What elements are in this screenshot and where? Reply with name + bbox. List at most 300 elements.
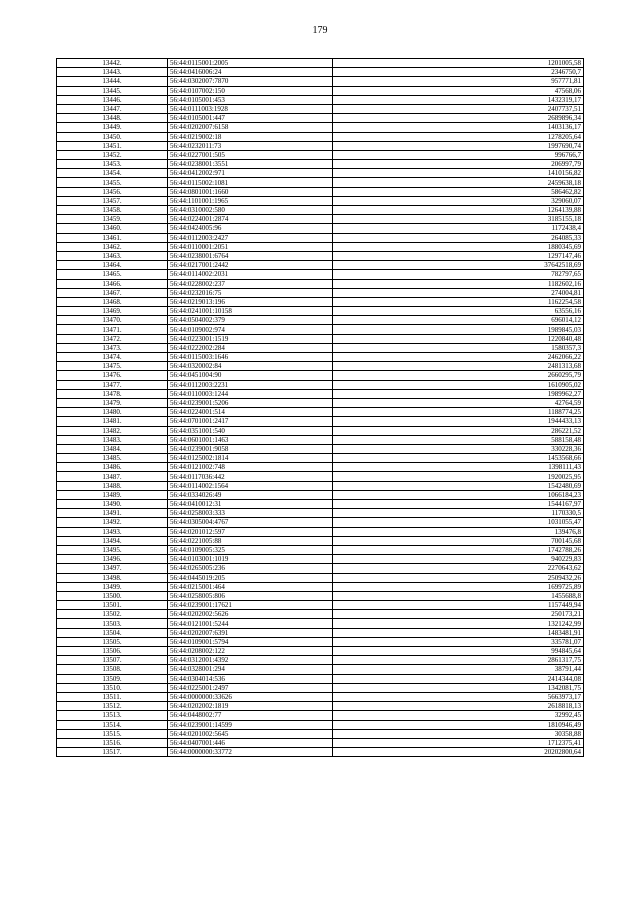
cadastral-value-cell: 1403136,17	[333, 123, 584, 132]
cadastral-number-cell: 56:44:0228002:237	[168, 279, 333, 288]
row-number-cell: 13502.	[57, 610, 168, 619]
table-row	[57, 748, 584, 757]
cadastral-number-cell: 56:44:0223001:1519	[168, 334, 333, 343]
cadastral-number-cell: 56:44:0258005:806	[168, 591, 333, 600]
row-number-cell: 13505.	[57, 637, 168, 646]
row-number-cell: 13445.	[57, 86, 168, 95]
row-number-cell: 13454.	[57, 169, 168, 178]
table-row	[57, 353, 584, 362]
row-number-cell: 13457.	[57, 196, 168, 205]
row-number-cell: 13504.	[57, 628, 168, 637]
table-row	[57, 628, 584, 637]
cadastral-value-cell: 3185155,18	[333, 215, 584, 224]
cadastral-value-cell: 696014,12	[333, 316, 584, 325]
table-row	[57, 738, 584, 747]
table-row	[57, 86, 584, 95]
cadastral-number-cell: 56:44:0265005:236	[168, 564, 333, 573]
row-number-cell: 13458.	[57, 206, 168, 215]
cadastral-number-cell: 56:44:0258003:333	[168, 509, 333, 518]
row-number-cell: 13498.	[57, 573, 168, 582]
cadastral-number-cell: 56:44:0224001:2874	[168, 215, 333, 224]
table-row	[57, 398, 584, 407]
cadastral-number-cell: 56:44:0448002:77	[168, 711, 333, 720]
row-number-cell: 13463.	[57, 251, 168, 260]
cadastral-value-cell: 2346750,7	[333, 68, 584, 77]
cadastral-number-cell: 56:44:0103001:1019	[168, 555, 333, 564]
row-number-cell: 13446.	[57, 95, 168, 104]
table-row	[57, 619, 584, 628]
cadastral-number-cell: 56:44:0238001:6764	[168, 251, 333, 260]
table-row	[57, 251, 584, 260]
table-row	[57, 334, 584, 343]
row-number-cell: 13450.	[57, 132, 168, 141]
cadastral-value-cell: 2462066,22	[333, 353, 584, 362]
cadastral-value-cell: 2618818,13	[333, 702, 584, 711]
cadastral-value-cell: 1997690,74	[333, 141, 584, 150]
table-row	[57, 316, 584, 325]
cadastral-value-cell: 1342081,75	[333, 683, 584, 692]
cadastral-number-cell: 56:44:0110003:1244	[168, 389, 333, 398]
table-row	[57, 527, 584, 536]
table-row	[57, 444, 584, 453]
cadastral-value-cell: 2509432,26	[333, 573, 584, 582]
table-row	[57, 141, 584, 150]
row-number-cell: 13462.	[57, 242, 168, 251]
cadastral-number-cell: 56:44:0201002:5645	[168, 729, 333, 738]
row-number-cell: 13510.	[57, 683, 168, 692]
cadastral-number-cell: 56:44:0115001:2005	[168, 59, 333, 68]
row-number-cell: 13479.	[57, 398, 168, 407]
row-number-cell: 13461.	[57, 233, 168, 242]
cadastral-value-cell: 47568,06	[333, 86, 584, 95]
cadastral-number-cell: 56:44:0217001:2442	[168, 261, 333, 270]
cadastral-number-cell: 56:44:0112003:2427	[168, 233, 333, 242]
table-row	[57, 463, 584, 472]
cadastral-value-cell: 335781,07	[333, 637, 584, 646]
row-number-cell: 13487.	[57, 472, 168, 481]
cadastral-number-cell: 56:44:0310002:580	[168, 206, 333, 215]
cadastral-number-cell: 56:44:0125002:1814	[168, 454, 333, 463]
cadastral-value-cell: 1188774,25	[333, 408, 584, 417]
cadastral-number-cell: 56:44:0239001:5206	[168, 398, 333, 407]
cadastral-value-cell: 42764,59	[333, 398, 584, 407]
table-row	[57, 656, 584, 665]
row-number-cell: 13483.	[57, 435, 168, 444]
cadastral-value-cell: 1989845,03	[333, 325, 584, 334]
cadastral-number-cell: 56:44:0201012:597	[168, 527, 333, 536]
cadastral-number-cell: 56:44:0202007:6391	[168, 628, 333, 637]
cadastral-value-cell: 586462,82	[333, 187, 584, 196]
row-number-cell: 13511.	[57, 692, 168, 701]
row-number-cell: 13484.	[57, 444, 168, 453]
cadastral-value-cell: 38791,44	[333, 665, 584, 674]
cadastral-value-cell: 1712375,41	[333, 738, 584, 747]
row-number-cell: 13507.	[57, 656, 168, 665]
table-row	[57, 582, 584, 591]
table-row	[57, 408, 584, 417]
cadastral-number-cell: 56:44:0222002:284	[168, 343, 333, 352]
row-number-cell: 13473.	[57, 343, 168, 352]
row-number-cell: 13467.	[57, 288, 168, 297]
cadastral-value-cell: 1278205,64	[333, 132, 584, 141]
table-row	[57, 150, 584, 159]
cadastral-value-cell: 1610905,02	[333, 380, 584, 389]
row-number-cell: 13470.	[57, 316, 168, 325]
table-row	[57, 435, 584, 444]
table-row	[57, 472, 584, 481]
cadastral-number-cell: 56:44:0239001:9058	[168, 444, 333, 453]
cadastral-number-cell: 56:44:0410012:31	[168, 500, 333, 509]
cadastral-value-cell: 2861317,75	[333, 656, 584, 665]
cadastral-number-cell: 56:44:0202002:5626	[168, 610, 333, 619]
row-number-cell: 13469.	[57, 307, 168, 316]
row-number-cell: 13485.	[57, 454, 168, 463]
row-number-cell: 13496.	[57, 555, 168, 564]
table-row	[57, 160, 584, 169]
cadastral-value-cell: 1920025,95	[333, 472, 584, 481]
cadastral-value-cell: 1297147,46	[333, 251, 584, 260]
cadastral-number-cell: 56:44:0801001:1660	[168, 187, 333, 196]
table-row	[57, 371, 584, 380]
row-number-cell: 13497.	[57, 564, 168, 573]
cadastral-value-cell: 1699725,89	[333, 582, 584, 591]
table-row	[57, 206, 584, 215]
cadastral-number-cell: 56:44:0305004:4767	[168, 518, 333, 527]
cadastral-number-cell: 56:44:0328001:294	[168, 665, 333, 674]
cadastral-number-cell: 56:44:0114002:1564	[168, 481, 333, 490]
row-number-cell: 13472.	[57, 334, 168, 343]
cadastral-value-cell: 1398111,43	[333, 463, 584, 472]
table-row	[57, 711, 584, 720]
table-row	[57, 545, 584, 554]
cadastral-value-cell: 1201005,58	[333, 59, 584, 68]
cadastral-number-cell: 56:44:0202002:1819	[168, 702, 333, 711]
cadastral-number-cell: 56:44:0304014:536	[168, 674, 333, 683]
cadastral-value-cell: 2407737,51	[333, 104, 584, 113]
row-number-cell: 13452.	[57, 150, 168, 159]
table-row	[57, 683, 584, 692]
cadastral-value-cell: 274004,81	[333, 288, 584, 297]
cadastral-number-cell: 56:44:0412002:971	[168, 169, 333, 178]
table-row	[57, 702, 584, 711]
table-row	[57, 454, 584, 463]
cadastral-value-cell: 206997,79	[333, 160, 584, 169]
table-row	[57, 380, 584, 389]
cadastral-number-cell: 56:44:0112003:2231	[168, 380, 333, 389]
table-row	[57, 637, 584, 646]
cadastral-value-cell: 1172438,4	[333, 224, 584, 233]
table-row	[57, 362, 584, 371]
cadastral-number-cell: 56:44:0215001:464	[168, 582, 333, 591]
row-number-cell: 13456.	[57, 187, 168, 196]
row-number-cell: 13459.	[57, 215, 168, 224]
row-number-cell: 13491.	[57, 509, 168, 518]
cadastral-number-cell: 56:44:0239001:14599	[168, 720, 333, 729]
cadastral-number-cell: 56:44:0504002:379	[168, 316, 333, 325]
table-row	[57, 114, 584, 123]
cadastral-number-cell: 56:44:0109002:974	[168, 325, 333, 334]
table-row	[57, 555, 584, 564]
cadastral-number-cell: 56:44:0121001:5244	[168, 619, 333, 628]
row-number-cell: 13508.	[57, 665, 168, 674]
row-number-cell: 13495.	[57, 545, 168, 554]
row-number-cell: 13490.	[57, 500, 168, 509]
row-number-cell: 13442.	[57, 59, 168, 68]
cadastral-value-cell: 700145,68	[333, 536, 584, 545]
cadastral-value-cell: 30358,88	[333, 729, 584, 738]
cadastral-value-cell: 2414344,08	[333, 674, 584, 683]
table-row	[57, 59, 584, 68]
cadastral-number-cell: 56:44:0110001:2051	[168, 242, 333, 251]
row-number-cell: 13488.	[57, 481, 168, 490]
table-row	[57, 591, 584, 600]
table-row	[57, 536, 584, 545]
cadastral-value-cell: 5663973,17	[333, 692, 584, 701]
cadastral-value-cell: 1453568,66	[333, 454, 584, 463]
cadastral-number-cell: 56:44:0208002:122	[168, 647, 333, 656]
table-row	[57, 196, 584, 205]
cadastral-number-cell: 56:44:0601001:1463	[168, 435, 333, 444]
table-row	[57, 95, 584, 104]
cadastral-value-cell: 1483481,91	[333, 628, 584, 637]
table-row	[57, 297, 584, 306]
row-number-cell: 13501.	[57, 601, 168, 610]
cadastral-number-cell: 56:44:0232011:73	[168, 141, 333, 150]
cadastral-value-cell: 1031055,47	[333, 518, 584, 527]
row-number-cell: 13464.	[57, 261, 168, 270]
row-number-cell: 13486.	[57, 463, 168, 472]
cadastral-value-cell: 250173,21	[333, 610, 584, 619]
cadastral-number-cell: 56:44:0219013:196	[168, 297, 333, 306]
cadastral-value-cell: 940229,83	[333, 555, 584, 564]
row-number-cell: 13447.	[57, 104, 168, 113]
row-number-cell: 13509.	[57, 674, 168, 683]
cadastral-value-cell: 2459638,18	[333, 178, 584, 187]
row-number-cell: 13500.	[57, 591, 168, 600]
table-row	[57, 692, 584, 701]
cadastral-number-cell: 56:44:0351001:540	[168, 426, 333, 435]
cadastral-value-cell: 1162254,58	[333, 297, 584, 306]
row-number-cell: 13499.	[57, 582, 168, 591]
cadastral-number-cell: 56:44:0117036:442	[168, 472, 333, 481]
cadastral-number-cell: 56:44:0202007:6158	[168, 123, 333, 132]
cadastral-value-cell: 329060,07	[333, 196, 584, 205]
cadastral-value-cell: 1157449,94	[333, 601, 584, 610]
cadastral-number-cell: 56:44:0424005:96	[168, 224, 333, 233]
cadastral-number-cell: 56:44:0109005:325	[168, 545, 333, 554]
cadastral-number-cell: 56:44:0312001:4392	[168, 656, 333, 665]
cadastral-number-cell: 56:44:0241001:10158	[168, 307, 333, 316]
table-row	[57, 610, 584, 619]
table-row	[57, 647, 584, 656]
row-number-cell: 13482.	[57, 426, 168, 435]
cadastral-number-cell: 56:44:0109001:5794	[168, 637, 333, 646]
cadastral-value-cell: 1066184,23	[333, 490, 584, 499]
cadastral-value-cell: 1410156,82	[333, 169, 584, 178]
row-number-cell: 13503.	[57, 619, 168, 628]
cadastral-value-cell: 286221,52	[333, 426, 584, 435]
cadastral-value-cell: 1989962,27	[333, 389, 584, 398]
row-number-cell: 13466.	[57, 279, 168, 288]
table-row	[57, 674, 584, 683]
cadastral-value-cell: 1544167,97	[333, 500, 584, 509]
row-number-cell: 13513.	[57, 711, 168, 720]
row-number-cell: 13478.	[57, 389, 168, 398]
cadastral-number-cell: 56:44:0416006:24	[168, 68, 333, 77]
cadastral-value-cell: 264085,33	[333, 233, 584, 242]
row-number-cell: 13506.	[57, 647, 168, 656]
row-number-cell: 13489.	[57, 490, 168, 499]
cadastral-value-cell: 782797,65	[333, 270, 584, 279]
cadastral-value-cell: 1810946,49	[333, 720, 584, 729]
table-row	[57, 417, 584, 426]
table-row	[57, 242, 584, 251]
cadastral-value-cell: 957771,81	[333, 77, 584, 86]
cadastral-value-cell: 2660295,79	[333, 371, 584, 380]
row-number-cell: 13480.	[57, 408, 168, 417]
table-row	[57, 132, 584, 141]
table-row	[57, 104, 584, 113]
row-number-cell: 13517.	[57, 748, 168, 757]
cadastral-number-cell: 56:44:0225001:2497	[168, 683, 333, 692]
cadastral-value-cell: 1880345,69	[333, 242, 584, 251]
row-number-cell: 13449.	[57, 123, 168, 132]
table-row	[57, 573, 584, 582]
cadastral-number-cell: 56:44:0115003:1646	[168, 353, 333, 362]
row-number-cell: 13514.	[57, 720, 168, 729]
row-number-cell: 13465.	[57, 270, 168, 279]
cadastral-value-cell: 1182602,16	[333, 279, 584, 288]
cadastral-number-cell: 56:44:0115002:1081	[168, 178, 333, 187]
row-number-cell: 13512.	[57, 702, 168, 711]
row-number-cell: 13443.	[57, 68, 168, 77]
table-row	[57, 426, 584, 435]
cadastral-value-cell: 1170330,5	[333, 509, 584, 518]
row-number-cell: 13493.	[57, 527, 168, 536]
table-row	[57, 509, 584, 518]
cadastral-value-cell: 2481313,68	[333, 362, 584, 371]
cadastral-value-cell: 2689896,34	[333, 114, 584, 123]
cadastral-value-cell: 1321242,99	[333, 619, 584, 628]
table-row	[57, 215, 584, 224]
cadastral-number-cell: 56:44:0701001:2417	[168, 417, 333, 426]
cadastral-value-cell: 1944433,13	[333, 417, 584, 426]
table-row	[57, 270, 584, 279]
table-row	[57, 224, 584, 233]
table-row	[57, 261, 584, 270]
table-row	[57, 123, 584, 132]
cadastral-number-cell: 56:44:0232016:75	[168, 288, 333, 297]
row-number-cell: 13455.	[57, 178, 168, 187]
table-row	[57, 68, 584, 77]
cadastral-number-cell: 56:44:0302007:7870	[168, 77, 333, 86]
row-number-cell: 13460.	[57, 224, 168, 233]
cadastral-value-cell: 1580357,3	[333, 343, 584, 352]
cadastral-number-cell: 56:44:0105001:447	[168, 114, 333, 123]
row-number-cell: 13492.	[57, 518, 168, 527]
cadastral-number-cell: 56:44:0000000:33772	[168, 748, 333, 757]
row-number-cell: 13468.	[57, 297, 168, 306]
table-row	[57, 500, 584, 509]
cadastral-number-cell: 56:44:0451004:90	[168, 371, 333, 380]
table-row	[57, 279, 584, 288]
table-row	[57, 564, 584, 573]
table-body	[57, 59, 584, 757]
cadastral-number-cell: 56:44:0445019:205	[168, 573, 333, 582]
cadastral-number-cell: 56:44:0238001:3551	[168, 160, 333, 169]
cadastral-number-cell: 56:44:0320002:84	[168, 362, 333, 371]
cadastral-value-table	[56, 58, 584, 757]
cadastral-number-cell: 56:44:0121002:748	[168, 463, 333, 472]
table-row	[57, 389, 584, 398]
row-number-cell: 13515.	[57, 729, 168, 738]
table-row	[57, 233, 584, 242]
row-number-cell: 13471.	[57, 325, 168, 334]
cadastral-value-cell: 588158,48	[333, 435, 584, 444]
cadastral-value-cell: 20202800,64	[333, 748, 584, 757]
row-number-cell: 13476.	[57, 371, 168, 380]
table-row	[57, 307, 584, 316]
cadastral-value-cell: 2270643,62	[333, 564, 584, 573]
row-number-cell: 13516.	[57, 738, 168, 747]
row-number-cell: 13481.	[57, 417, 168, 426]
table-row	[57, 729, 584, 738]
row-number-cell: 13477.	[57, 380, 168, 389]
cadastral-value-cell: 996766,7	[333, 150, 584, 159]
cadastral-value-cell: 1220840,48	[333, 334, 584, 343]
cadastral-value-cell: 1432319,17	[333, 95, 584, 104]
cadastral-value-cell: 32992,45	[333, 711, 584, 720]
cadastral-number-cell: 56:44:0334026:49	[168, 490, 333, 499]
cadastral-number-cell: 56:44:0111003:1928	[168, 104, 333, 113]
cadastral-number-cell: 56:44:0107002:150	[168, 86, 333, 95]
row-number-cell: 13494.	[57, 536, 168, 545]
row-number-cell: 13453.	[57, 160, 168, 169]
cadastral-number-cell: 56:44:0000000:33626	[168, 692, 333, 701]
table-row	[57, 343, 584, 352]
table-row	[57, 481, 584, 490]
cadastral-number-cell: 56:44:0221005:88	[168, 536, 333, 545]
page-number: 179	[312, 25, 328, 36]
cadastral-number-cell: 56:44:0105001:453	[168, 95, 333, 104]
table-row	[57, 325, 584, 334]
cadastral-number-cell: 56:44:0224001:514	[168, 408, 333, 417]
cadastral-number-cell: 56:44:0114002:2031	[168, 270, 333, 279]
cadastral-number-cell: 56:44:1101001:1965	[168, 196, 333, 205]
table-row	[57, 288, 584, 297]
row-number-cell: 13475.	[57, 362, 168, 371]
cadastral-value-cell: 994845,64	[333, 647, 584, 656]
cadastral-value-cell: 1742788,26	[333, 545, 584, 554]
table-row	[57, 518, 584, 527]
table-row	[57, 169, 584, 178]
cadastral-number-cell: 56:44:0227001:505	[168, 150, 333, 159]
table-row	[57, 490, 584, 499]
cadastral-value-cell: 37642518,69	[333, 261, 584, 270]
cadastral-value-cell: 1264139,88	[333, 206, 584, 215]
cadastral-value-cell: 1455688,8	[333, 591, 584, 600]
cadastral-number-cell: 56:44:0219002:18	[168, 132, 333, 141]
cadastral-value-cell: 63556,16	[333, 307, 584, 316]
table-row	[57, 77, 584, 86]
table-row	[57, 187, 584, 196]
cadastral-value-cell: 330228,36	[333, 444, 584, 453]
row-number-cell: 13444.	[57, 77, 168, 86]
row-number-cell: 13448.	[57, 114, 168, 123]
cadastral-number-cell: 56:44:0239001:17621	[168, 601, 333, 610]
cadastral-value-cell: 139476,8	[333, 527, 584, 536]
table-row	[57, 601, 584, 610]
